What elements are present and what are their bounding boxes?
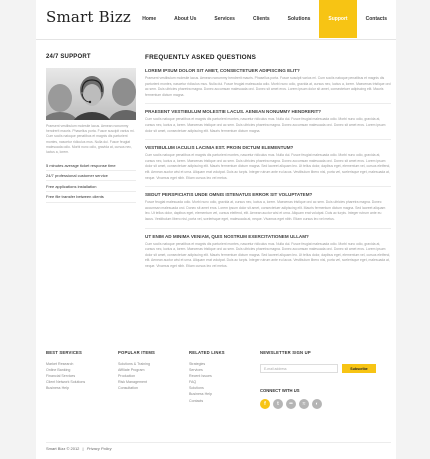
footer-link[interactable]: Risk Management xyxy=(118,380,147,385)
faq-question: PRAESENT VESTIBULUM MOLESTIE LACUS. AENEAN NONUMMY HENDRERIT? xyxy=(145,109,322,115)
header xyxy=(36,0,396,40)
nav-clients[interactable]: Clients xyxy=(252,16,270,22)
footer-link[interactable]: Affiliate Program xyxy=(118,368,145,373)
delicious-icon[interactable]: ◐ xyxy=(312,399,322,409)
faq-question: VESTIBULUM IACULIS LACINIA EST. PROIN DICTUM ELEMENTUM? xyxy=(145,145,294,151)
footer-link[interactable]: Contacts xyxy=(189,398,204,403)
support-team-photo xyxy=(46,68,136,120)
privacy-policy-link[interactable]: Privacy Policy xyxy=(86,446,112,451)
faq-answer: Fusce feugiat malesuada odio. Morbi nunc odio, gravida at, cursus nec, luctus a, lorem. Maecenas tristique orci ac sem. Duis ultricies pharetra magna. Donec accumsan malesuada orci. Donec sit amet eros. Lorem ipsum dolor sit amet, consectetuer adipiscing elit. Mauris fermentum dictum magna. Sed laoreet aliquam leo. Ut tellus dolor, dapibus eget, elementum vel, cursus eleifend, elit. Aenean auctor wisi et urna. Aliquam erat volutpat. Duis ac turpis. Integer rutrum ante eu lacus. Vestibulum libero nisl, porta vel, scelerisque eget, malesuada at, neque. Vivamus eget nibh. Etiam cursus leo vel metus. xyxy=(145,200,386,221)
footer-link[interactable]: Client Network Solutions xyxy=(46,380,86,385)
footer-link[interactable]: FAQ xyxy=(189,380,197,385)
copyright-separator: | xyxy=(82,446,84,451)
nav-solutions[interactable]: Solutions xyxy=(287,16,311,22)
list-item: Free applications installation xyxy=(46,181,136,192)
faq-answer: Cum sociis natoque penatibus et magnis dis parturient montes, nascetur ridiculus mus. Nulla dui. Fusce feugiat malesuada odio. Morbi nunc odio, gravida at, cursus nec, luctus a, lorem. Maecenas tristique orci ac sem. Duis ultricies pharetra magna. Donec accumsan malesuada orci. Donec sit amet eros. Lorem ipsum dolor sit amet, consectetuer adipiscing elit. Mauris fermentum dictum magna. Sed laoreet aliquam leo. Ut tellus dolor, dapibus eget, elementum vel, cursus eleifend, elit. Aenean auctor wisi et urna. Aliquam erat volutpat. Duis ac turpis. Integer rutrum ante eu lacus. Vestibulum libero nisl, porta vel, scelerisque eget, malesuada at, neque. Vivamus eget nibh. Etiam cursus leo vel metus. xyxy=(145,153,391,180)
footer-link[interactable]: Business Help xyxy=(46,386,69,391)
faq-answer: Cum sociis natoque penatibus et magnis dis parturient montes, nascetur ridiculus mus. Nulla dui. Fusce feugiat malesuada odio. Morbi nunc odio, gravida at, cursus nec, luctus a, lorem. Maecenas tristique orci ac sem. Duis ultricies pharetra magna. Donec accumsan malesuada orci. Donec sit amet eros. Lorem ipsum dolor sit amet, consectetuer adipiscing elit. Mauris fermentum dictum magna. Sed laoreet aliquam leo. Ut tellus dolor, dapibus eget, elementum vel, cursus eleifend, elit. Aenean auctor wisi et urna. Aliquam erat volutpat. Duis ac turpis. Integer rutrum ante eu lacus. Vestibulum libero nisl, porta vel, scelerisque eget, malesuada at, neque. Vivamus eget nibh. Etiam cursus leo vel metus. xyxy=(145,241,391,268)
footer-link[interactable]: Business Help xyxy=(189,392,212,397)
nav-contacts[interactable]: Contacts xyxy=(365,16,387,22)
footer-link[interactable]: Strategies xyxy=(189,362,206,366)
support-team-illustration xyxy=(46,68,136,120)
support-features-list xyxy=(46,160,136,202)
footer-heading: RELATED LINKS xyxy=(189,350,225,355)
footer-link[interactable]: Financial Services xyxy=(46,374,76,379)
divider xyxy=(145,186,391,187)
twitter-icon[interactable]: t xyxy=(273,399,283,409)
sidebar-title: 24/7 SUPPORT xyxy=(46,54,91,60)
newsletter-form xyxy=(260,364,376,373)
faq-question: UT ENIM AD MINIMA VENIAM, QUIS NOSTRUM EXERCITATIONEM ULLAM? xyxy=(145,233,309,239)
copyright-text: Smart Bizz © 2012 xyxy=(46,446,80,451)
facebook-icon[interactable]: f xyxy=(260,399,270,409)
footer-link[interactable]: Production xyxy=(118,374,136,379)
divider xyxy=(145,139,391,140)
footer-link[interactable]: Online Banking xyxy=(46,368,71,373)
connect-heading: CONNECT WITH US xyxy=(260,388,300,393)
faq-question: LOREM IPSUM DOLOR SIT AMET, CONSECTETUER ADIPISCING ELIT? xyxy=(145,68,300,73)
flickr-icon[interactable]: •• xyxy=(286,399,296,409)
footer-newsletter xyxy=(260,350,376,409)
divider xyxy=(145,103,391,104)
footer-related-links xyxy=(189,350,225,404)
footer-link[interactable]: Solutions & Training xyxy=(118,362,150,366)
faq-question: SEDUT PERSPICIATIS UNDE OMNIS ISTENATUS ERROR SIT VOLUPTATEM? xyxy=(145,192,313,198)
nav-home[interactable]: Home xyxy=(142,16,157,22)
footer-link[interactable]: Consultation xyxy=(118,386,138,391)
footer-link[interactable]: Market Research xyxy=(46,362,74,366)
footer-heading: POPULAR ITEMS xyxy=(118,350,156,355)
list-item: Free file transfer between clients xyxy=(46,192,136,203)
footer-heading: BEST SERVICES xyxy=(46,350,83,355)
faq-section xyxy=(145,54,391,269)
footer-link[interactable]: Recent Issues xyxy=(189,374,212,379)
subscribe-button[interactable]: Subscribe xyxy=(342,364,376,373)
faq-answer: Praesent vestibulum molestie lacus. Aenean nonummy hendrerit mauris. Phasellus porta. Fusce suscipit varius mi. Cum sociis natoque penatibus et magnis dis parturient montes, nascetur ridiculus mus. Nulla dui. Fusce feugiat malesuada odio. Morbi nunc odio, gravida at, cursus nec, luctus a, lorem. Maecenas tristique orci ac sem. Duis ultricies pharetra magna. Donec accumsan malesuada orci. Donec sit amet eros. Lorem ipsum dolor sit amet, consectetuer adipiscing elit. Mauris fermentum dictum magna. xyxy=(145,76,391,97)
footer-link[interactable]: Services xyxy=(189,368,203,373)
list-item: 5 minutes average ticket response time xyxy=(46,160,136,171)
rss-icon[interactable]: ≈ xyxy=(299,399,309,409)
faq-title: FREQUENTLY ASKED QUESTIONS xyxy=(145,54,257,61)
list-item: 24/7 professional customer service xyxy=(46,171,136,182)
page-container xyxy=(36,0,396,459)
nav-services[interactable]: Services xyxy=(214,16,235,22)
copyright-bar xyxy=(46,442,391,451)
newsletter-email-input[interactable]: E-mail address xyxy=(260,364,338,373)
footer-popular-items xyxy=(118,350,155,391)
nav-about-us[interactable]: About Us xyxy=(174,16,197,22)
faq-answer: Cum sociis natoque penatibus et magnis dis parturient montes, nascetur ridiculus mus. Nulla dui. Fusce feugiat malesuada odio. Morbi nunc odio, gravida at, cursus nec, luctus a, lorem. Maecenas tristique orci ac sem. Duis ultricies pharetra magna. Donec accumsan malesuada orci. Donec sit amet eros. Lorem ipsum dolor sit amet, consectetuer adipiscing elit. Mauris fermentum dictum magna. xyxy=(145,117,386,133)
site-logo[interactable]: Smart Bizz xyxy=(46,8,132,26)
footer-heading: NEWSLETTER SIGN UP xyxy=(260,350,311,355)
sidebar-paragraph: Praesent vestibulum molestie lacus. Aenean nonummy hendrerit mauris. Phasellus porta. Fusce suscipit varius mi. Cum sociis natoque penatibus et magnis dis parturient montes, nascetur ridiculus mus. Nulla dui. Fusce feugiat malesuada odio. Morbi nunc odio, gravida at, cursus nec, luctus a, lorem. xyxy=(46,124,135,155)
social-icons xyxy=(260,399,376,409)
divider xyxy=(145,228,391,229)
footer-best-services xyxy=(46,350,85,391)
sidebar xyxy=(46,54,136,203)
footer-link[interactable]: Solutions xyxy=(189,386,204,391)
main-nav xyxy=(133,0,396,38)
nav-support[interactable]: Support xyxy=(319,0,356,38)
